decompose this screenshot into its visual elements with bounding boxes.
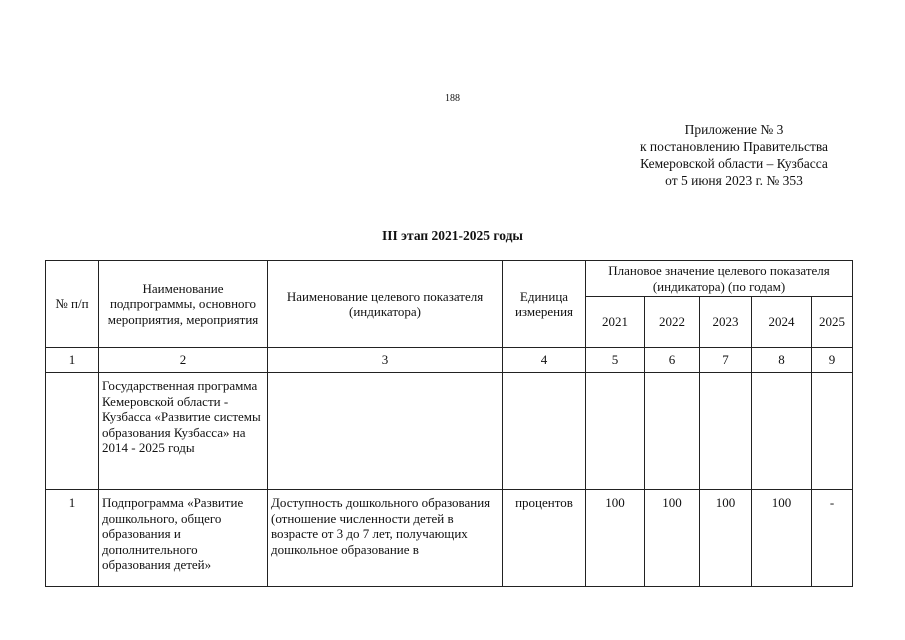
header-year-2024: 2024 — [752, 297, 812, 348]
row-indicator: Доступность дошкольного образования (отношение численности детей в возрасте от 3 до 7 лет, получающих дошкольное образование в — [268, 490, 503, 587]
appendix-line-1: Приложение № 3 — [684, 122, 784, 137]
column-numbers-row — [46, 348, 853, 373]
column-number: 4 — [503, 348, 586, 373]
header-subprogram: Наименование подпрограммы, основного мероприятия, мероприятия — [99, 261, 268, 348]
row-indicator — [268, 373, 503, 490]
row-value-2021: 100 — [586, 490, 645, 587]
row-num — [46, 373, 99, 490]
header-year-2022: 2022 — [645, 297, 700, 348]
header-planned: Плановое значение целевого показателя (индикатора) (по годам) — [586, 261, 853, 297]
header-num: № п/п — [46, 261, 99, 348]
row-value-2023 — [700, 373, 752, 490]
column-number: 1 — [46, 348, 99, 373]
column-number: 8 — [752, 348, 812, 373]
page-number: 188 — [445, 93, 460, 104]
row-value-2025: - — [812, 490, 853, 587]
table-row — [46, 373, 853, 490]
header-indicator: Наименование целевого показателя (индикатора) — [268, 261, 503, 348]
row-value-2023: 100 — [700, 490, 752, 587]
indicators-table — [45, 260, 853, 587]
header-year-2023: 2023 — [700, 297, 752, 348]
column-number: 6 — [645, 348, 700, 373]
stage-title: III этап 2021-2025 годы — [382, 228, 523, 243]
row-num: 1 — [46, 490, 99, 587]
appendix-note — [600, 121, 868, 189]
row-value-2025 — [812, 373, 853, 490]
header-year-2021: 2021 — [586, 297, 645, 348]
row-value-2024 — [752, 373, 812, 490]
column-number: 7 — [700, 348, 752, 373]
column-number: 3 — [268, 348, 503, 373]
appendix-line-2: к постановлению Правительства — [639, 139, 829, 154]
table-row — [46, 490, 853, 587]
header-unit: Единица измерения — [503, 261, 586, 348]
row-value-2022 — [645, 373, 700, 490]
column-number: 2 — [99, 348, 268, 373]
header-row — [46, 261, 853, 297]
row-value-2022: 100 — [645, 490, 700, 587]
row-subprogram: Подпрограмма «Развитие дошкольного, общего образования и дополнительного образования детей» — [99, 490, 268, 587]
header-year-2025: 2025 — [812, 297, 853, 348]
row-unit: процентов — [503, 490, 586, 587]
appendix-line-4: от 5 июня 2023 г. № 353 — [665, 173, 803, 188]
column-number: 5 — [586, 348, 645, 373]
row-value-2024: 100 — [752, 490, 812, 587]
row-value-2021 — [586, 373, 645, 490]
column-number: 9 — [812, 348, 853, 373]
appendix-line-3: Кемеровской области – Кузбасса — [640, 156, 828, 171]
row-subprogram: Государственная программа Кемеровской области - Кузбасса «Развитие системы образования Кузбасса» на 2014 - 2025 годы — [99, 373, 268, 490]
row-unit — [503, 373, 586, 490]
